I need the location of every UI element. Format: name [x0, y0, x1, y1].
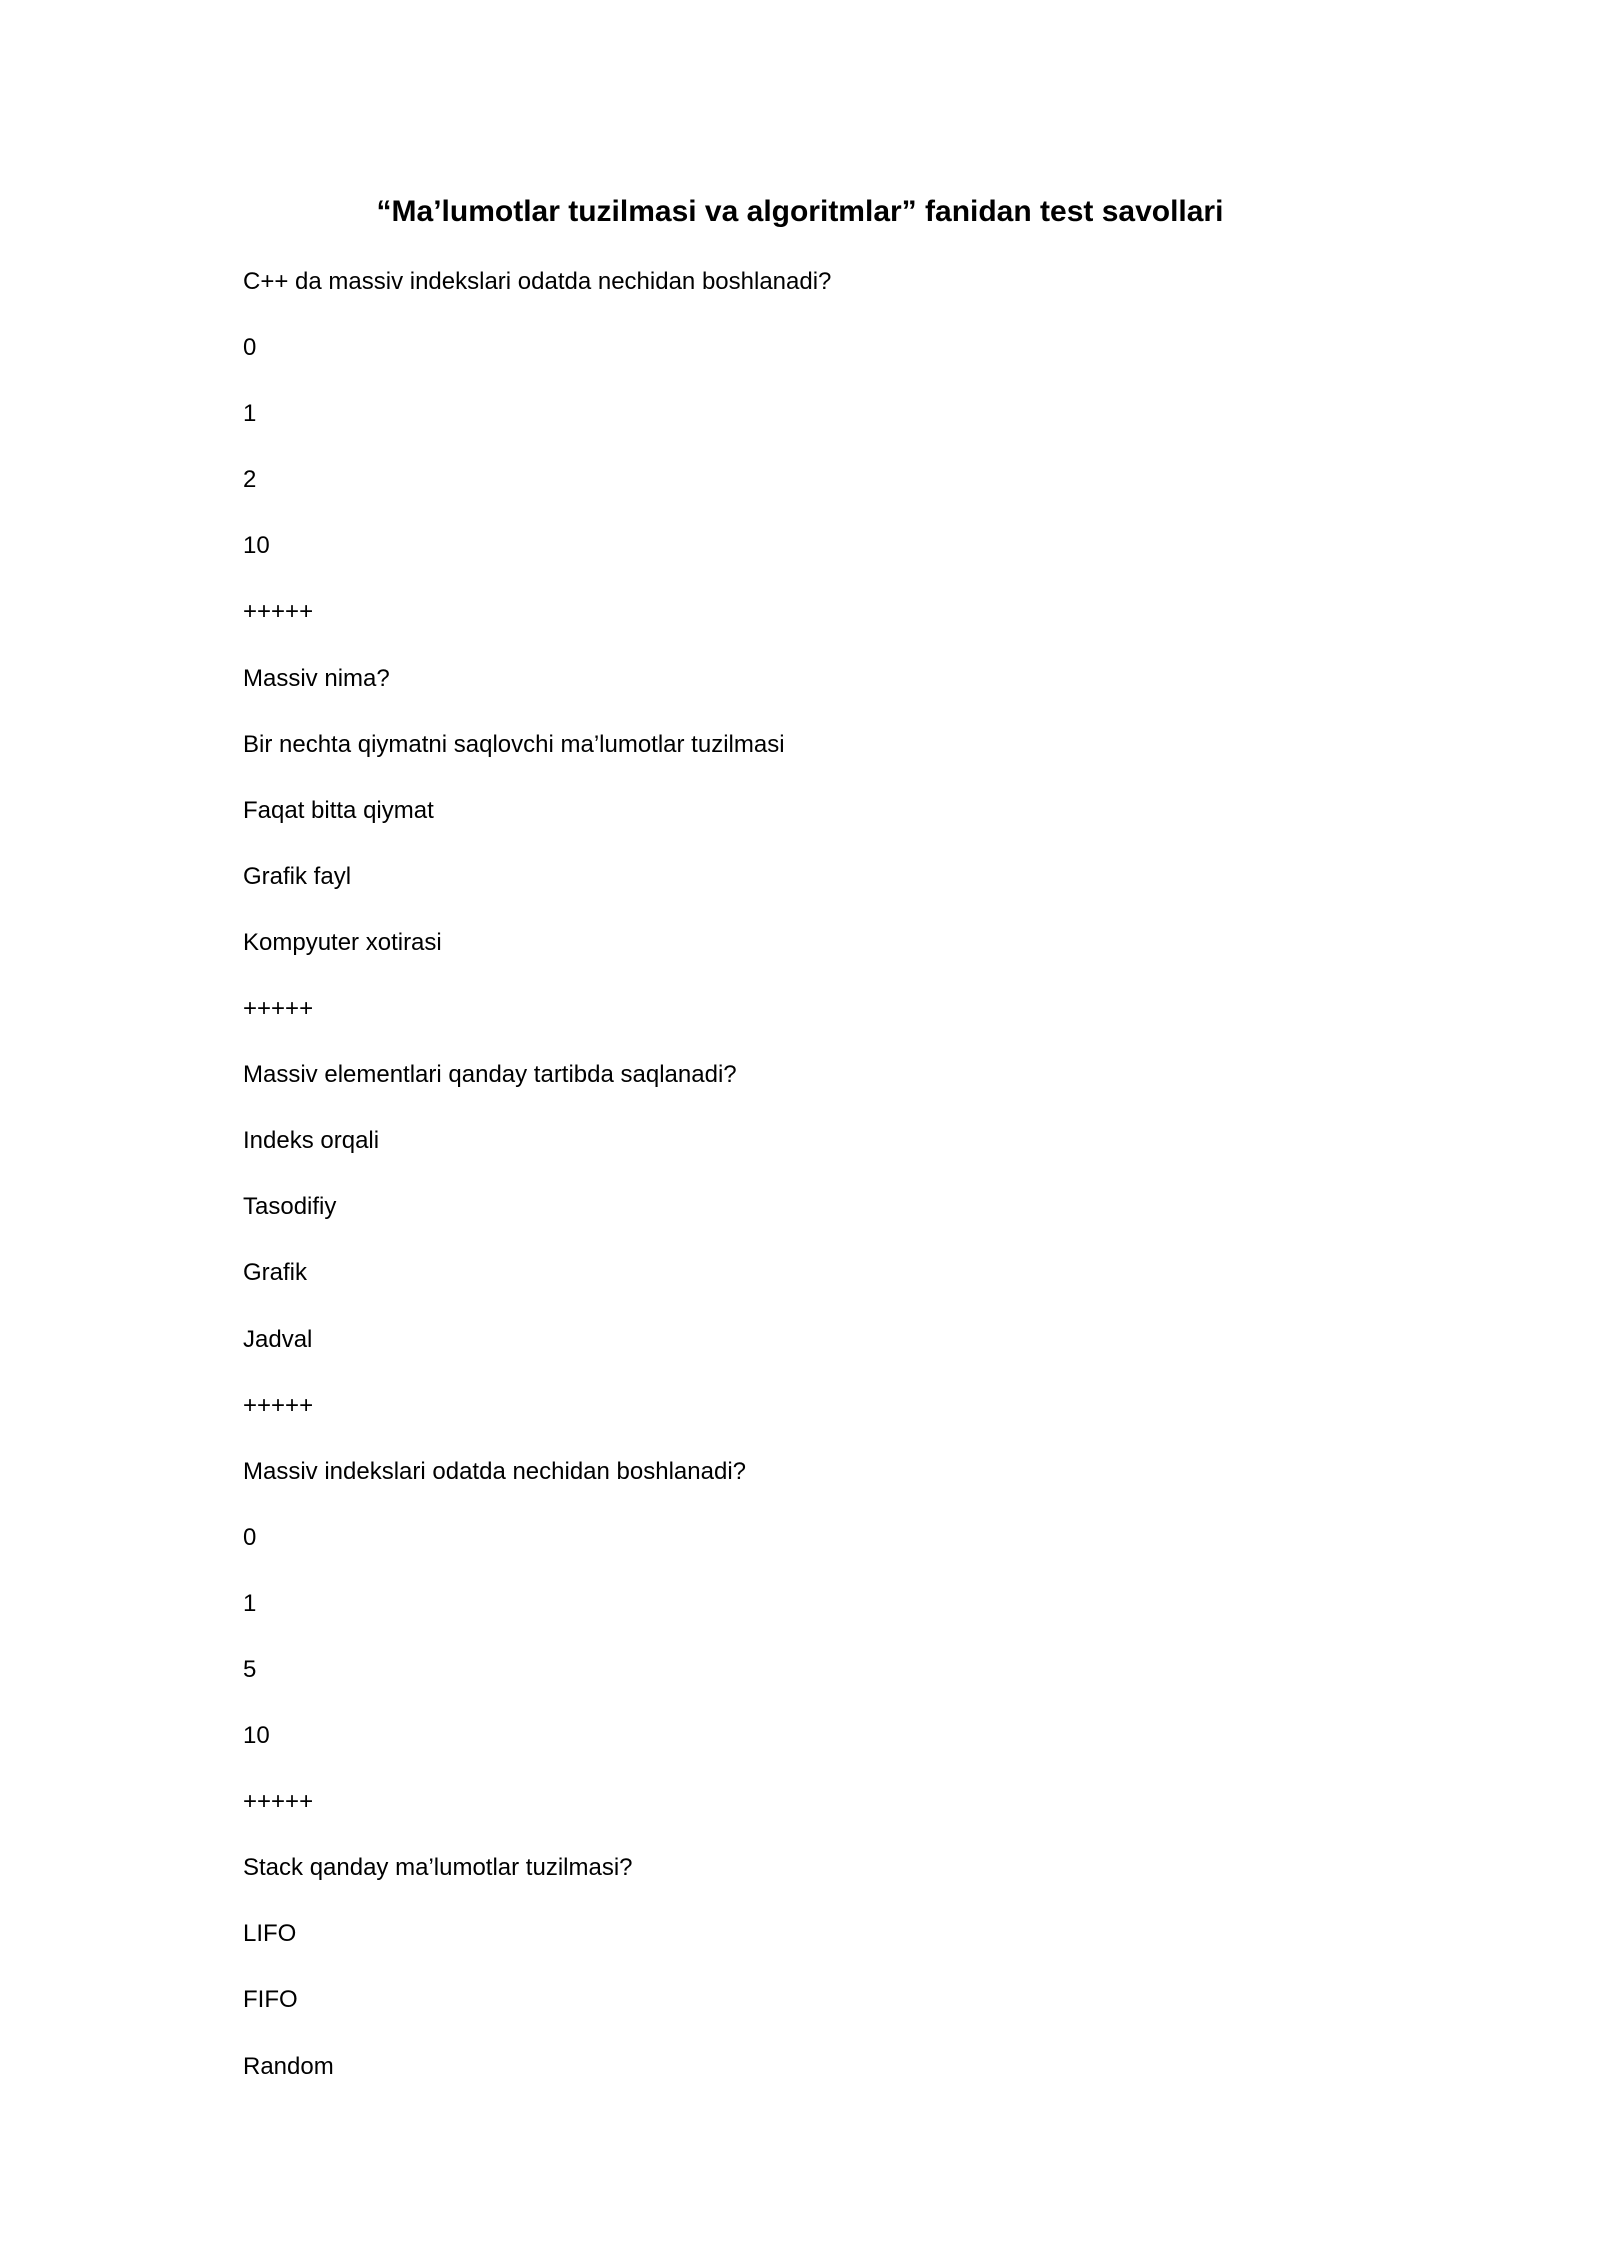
question-separator: +++++ — [243, 598, 314, 626]
question-text: Massiv elementlari qanday tartibda saqlanadi? — [243, 1061, 737, 1089]
document-title: “Ma’lumotlar tuzilmasi va algoritmlar” fanidan test savollari — [376, 195, 1224, 228]
question-text: Massiv nima? — [243, 664, 390, 692]
answer-option: 1 — [243, 1589, 257, 1617]
question-text: Stack qanday ma’lumotlar tuzilmasi? — [243, 1854, 633, 1882]
answer-option: LIFO — [243, 1920, 297, 1948]
question-list — [243, 262, 1343, 2113]
answer-option: Grafik fayl — [243, 862, 352, 890]
answer-option: Kompyuter xotirasi — [243, 928, 442, 956]
answer-option: Tasodifiy — [243, 1193, 337, 1221]
answer-option: 2 — [243, 466, 257, 494]
answer-option: 10 — [243, 1722, 270, 1750]
answer-option: 5 — [243, 1655, 257, 1683]
answer-option: Bir nechta qiymatni saqlovchi ma’lumotlar tuzilmasi — [243, 730, 785, 758]
answer-option: 10 — [243, 532, 270, 560]
answer-option: 0 — [243, 334, 257, 362]
answer-option: Grafik — [243, 1259, 308, 1287]
answer-option: Jadval — [243, 1325, 313, 1353]
answer-option: 1 — [243, 400, 257, 428]
question-separator: +++++ — [243, 1788, 314, 1816]
answer-option: Faqat bitta qiymat — [243, 796, 434, 824]
answer-option: Random — [243, 2052, 334, 2080]
answer-option: Indeks orqali — [243, 1127, 380, 1155]
question-text: C++ da massiv indekslari odatda nechidan boshlanadi? — [243, 268, 832, 295]
question-text: Massiv indekslari odatda nechidan boshlanadi? — [243, 1457, 746, 1485]
question-separator: +++++ — [243, 1391, 314, 1419]
answer-option: FIFO — [243, 1986, 298, 2014]
answer-option: 0 — [243, 1523, 257, 1551]
question-separator: +++++ — [243, 995, 314, 1023]
